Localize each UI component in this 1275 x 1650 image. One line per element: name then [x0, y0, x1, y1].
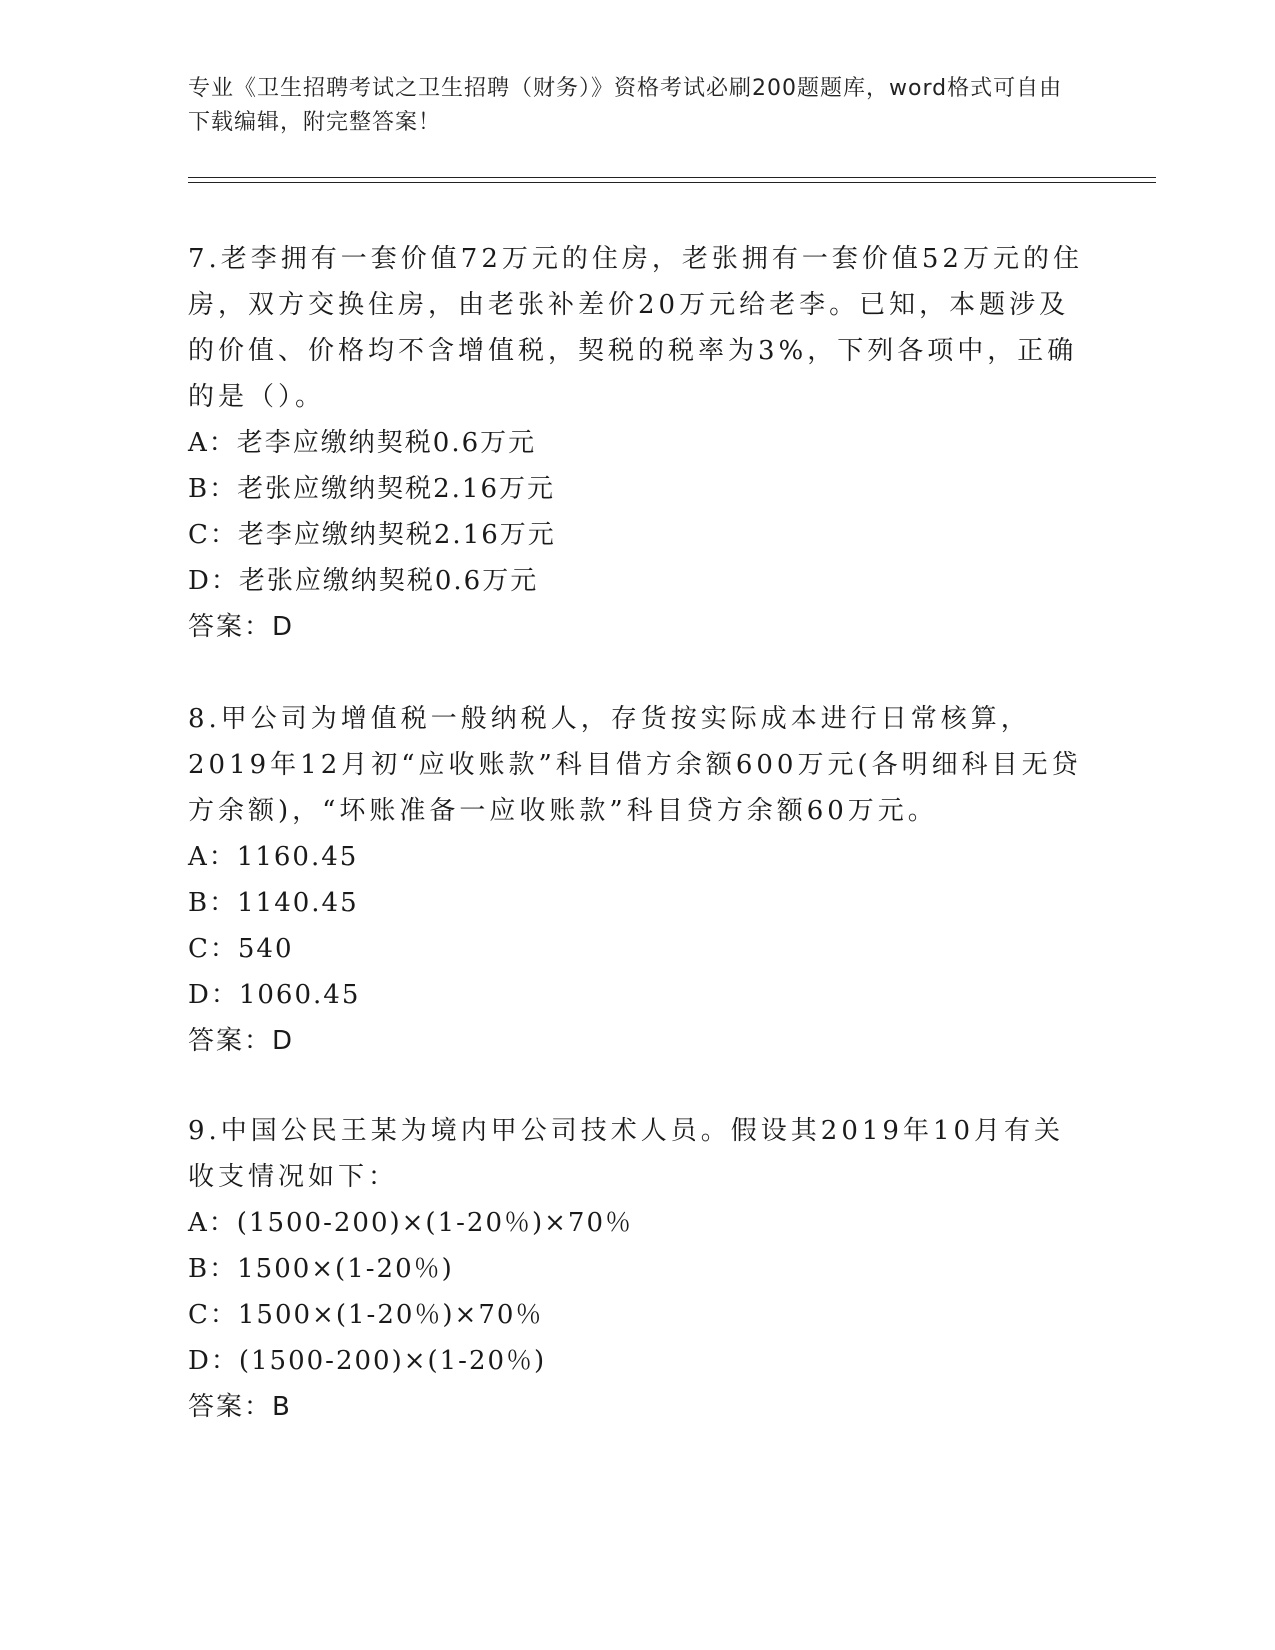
- header-text: 专业《卫生招聘考试之卫生招聘（财务）》资格考试必刷200题题库，word格式可自由下载编辑，附完整答案！: [188, 76, 1063, 135]
- question-7: [188, 236, 1088, 650]
- option-d: D：(1500-200)×(1-20％): [188, 1346, 547, 1376]
- option-a: A：(1500-200)×(1-20％)×70％: [188, 1208, 633, 1238]
- question-8: [188, 696, 1088, 1064]
- question-9: [188, 1108, 1088, 1430]
- answer-line: 答案：D: [188, 612, 295, 642]
- option-c: C：540: [188, 934, 294, 964]
- option-a: A：老李应缴纳契税0.6万元: [188, 428, 537, 458]
- question-stem: 7.老李拥有一套价值72万元的住房，老张拥有一套价值52万元的住房，双方交换住房，由老张补差价20万元给老李。已知，本题涉及的价值、价格均不含增值税，契税的税率为3%，下列各项中，正确的是（）。: [188, 244, 1083, 412]
- question-stem: 8.甲公司为增值税一般纳税人，存货按实际成本进行日常核算，2019年12月初“应收账款”科目借方余额600万元(各明细科目无贷方余额)，“坏账准备一应收账款”科目贷方余额60万元。: [188, 704, 1082, 826]
- option-c: C：老李应缴纳契税2.16万元: [188, 520, 556, 550]
- option-d: D：老张应缴纳契税0.6万元: [188, 566, 539, 596]
- question-stem: 9.中国公民王某为境内甲公司技术人员。假设其2019年10月有关收支情况如下：: [188, 1116, 1065, 1192]
- answer-line: 答案：B: [188, 1392, 292, 1422]
- answer-line: 答案：D: [188, 1026, 295, 1056]
- option-a: A：1160.45: [188, 842, 359, 872]
- option-b: B：1500×(1-20％): [188, 1254, 454, 1284]
- option-c: C：1500×(1-20％)×70％: [188, 1300, 544, 1330]
- header-divider-top: [188, 177, 1156, 178]
- option-b: B：老张应缴纳契税2.16万元: [188, 474, 555, 504]
- document-header: [188, 72, 1068, 140]
- option-d: D：1060.45: [188, 980, 361, 1010]
- option-b: B：1140.45: [188, 888, 359, 918]
- header-divider-bottom: [188, 182, 1156, 183]
